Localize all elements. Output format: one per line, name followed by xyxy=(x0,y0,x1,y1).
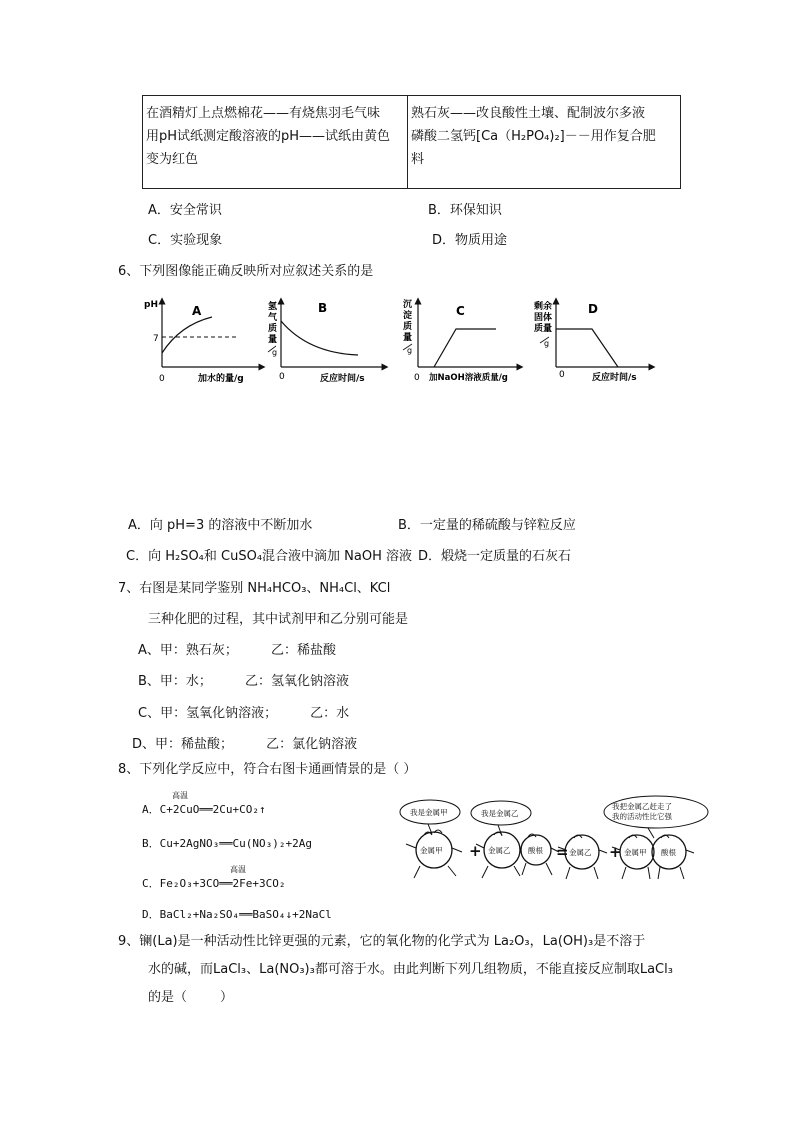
q6-option-c[interactable]: C．向 H₂SO₄和 CuSO₄混合液中滴加 NaOH 溶液 xyxy=(126,549,413,564)
graph-c-ylabel-1: 沉 xyxy=(403,300,413,310)
cartoon-bubble-3-line1: 我把金属乙赶走了 xyxy=(612,802,672,811)
table-left-line-1: 在酒精灯上点燃棉花——有烧焦羽毛气味 xyxy=(146,106,381,121)
graph-c-ylabel-3: 质 xyxy=(403,322,413,332)
graph-c-ylabel-2: 淀 xyxy=(403,311,413,321)
table-right-line-1: 熟石灰——改良酸性土壤、配制波尔多液 xyxy=(411,106,646,121)
graph-b-unit: g xyxy=(272,348,278,357)
q8-option-c[interactable]: C．Fe₂O₃+3CO══2Fe+3CO₂ xyxy=(142,877,286,890)
q8-option-c-condition: 高温 xyxy=(230,865,246,874)
graph-d-ylabel-1: 剩余 xyxy=(534,302,553,312)
graph-b-ylabel-1: 氢 xyxy=(268,302,278,312)
table-right-line-3: 料 xyxy=(411,152,425,167)
q8-option-a-condition: 高温 xyxy=(172,791,188,800)
graph-a xyxy=(144,300,262,384)
table-right-line-2: 磷酸二氢钙[Ca（H₂PO₄)₂]－－用作复合肥 xyxy=(411,129,656,144)
cartoon-figure-acid-1: 酸根 xyxy=(528,846,543,855)
cartoon-figure-acid-2: 酸根 xyxy=(661,848,676,857)
graph-b-curve xyxy=(281,321,358,355)
graph-c-unit: g xyxy=(407,346,413,355)
q6-option-d[interactable]: D．煅烧一定质量的石灰石 xyxy=(418,549,572,564)
q8-cartoon xyxy=(398,790,723,885)
cartoon-figure-metal-b-2: 金属乙 xyxy=(569,848,592,857)
table-left-line-2: 用pH试纸测定酸溶液的pH——试纸由黄色 xyxy=(146,129,391,144)
table-left-line-3: 变为红色 xyxy=(146,152,199,167)
graph-c-curve xyxy=(434,329,496,367)
graph-a-origin: 0 xyxy=(159,374,165,384)
graph-b-xaxis: 反应时间/s xyxy=(320,374,365,384)
q5-option-c[interactable]: C．实验现象 xyxy=(148,233,223,248)
graph-d-unit: g xyxy=(544,339,550,348)
cartoon-bubble-1: 我是金属甲 xyxy=(410,808,448,817)
q8-option-b[interactable]: B．Cu+2AgNO₃══Cu(NO₃)₂+2Ag xyxy=(142,837,312,850)
graph-a-ytick: 7 xyxy=(153,334,159,344)
cartoon-bubble-2: 我是金属乙 xyxy=(481,809,519,818)
graph-c-ylabel-4: 量 xyxy=(403,333,413,343)
graph-c-origin: 0 xyxy=(414,373,420,383)
table-cell-right xyxy=(408,96,681,189)
graph-a-xaxis: 加水的量/g xyxy=(198,374,244,384)
graph-a-yaxis: pH xyxy=(144,300,158,310)
graph-c-xaxis: 加NaOH溶液质量/g xyxy=(429,373,508,383)
graph-d-curve xyxy=(556,329,618,367)
q5-option-d[interactable]: D．物质用途 xyxy=(432,233,508,248)
table-cell-left xyxy=(143,96,408,189)
cartoon-plus-2: + xyxy=(609,843,622,861)
q8-option-d[interactable]: D．BaCl₂+Na₂SO₄══BaSO₄↓+2NaCl xyxy=(142,908,332,921)
cartoon-figure-metal-b: 金属乙 xyxy=(488,846,511,855)
q6-stem: 6、下列图像能正确反映所对应叙述关系的是 xyxy=(118,264,374,279)
graph-a-letter: A xyxy=(192,304,202,318)
graph-b-origin: 0 xyxy=(279,372,285,382)
graph-b-ylabel-3: 质 xyxy=(268,324,278,334)
q8-stem: 8、下列化学反应中，符合右图卡通画情景的是（ ） xyxy=(118,762,417,777)
knowledge-table xyxy=(142,95,681,189)
graph-d-origin: 0 xyxy=(559,370,565,380)
q7-option-b[interactable]: B、甲：水； 乙：氢氧化钠溶液 xyxy=(138,674,349,689)
cartoon-bubble-3-line2: 我的活动性比它强 xyxy=(612,812,672,821)
q8-option-a[interactable]: A．C+2CuO══2Cu+CO₂↑ xyxy=(142,803,266,816)
cartoon-equals: = xyxy=(556,843,569,861)
graph-d-letter: D xyxy=(588,302,598,316)
q6-option-b[interactable]: B．一定量的稀硫酸与锌粒反应 xyxy=(398,518,576,533)
q5-option-a[interactable]: A．安全常识 xyxy=(148,203,222,218)
graph-d-ylabel-3: 质量 xyxy=(534,324,553,334)
q9-line1: 9、镧(La)是一种活动性比锌更强的元素，它的氧化物的化学式为 La₂O₃，La(OH)₃是不溶于 xyxy=(118,934,646,949)
q7-option-d[interactable]: D、甲：稀盐酸； 乙：氯化钠溶液 xyxy=(132,737,358,752)
graph-b-ylabel-2: 气 xyxy=(268,313,278,323)
q6-graphs xyxy=(140,295,670,390)
graph-c xyxy=(403,298,520,383)
graph-d-ylabel-2: 固体 xyxy=(534,313,553,323)
graph-b-ylabel-4: 量 xyxy=(268,335,278,345)
graph-b xyxy=(268,300,385,384)
graph-d xyxy=(534,300,652,383)
q5-option-b[interactable]: B．环保知识 xyxy=(428,203,502,218)
q7-stem-line2: 三种化肥的过程，其中试剂甲和乙分别可能是 xyxy=(148,612,409,627)
cartoon-figure-metal-a-2: 金属甲 xyxy=(624,848,647,857)
cartoon-figure-metal-a: 金属甲 xyxy=(420,846,443,855)
q7-option-a[interactable]: A、甲：熟石灰； 乙：稀盐酸 xyxy=(138,643,336,658)
graph-d-xaxis: 反应时间/s xyxy=(592,373,637,383)
q7-stem-line1: 7、右图是某同学鉴别 NH₄HCO₃、NH₄Cl、KCl xyxy=(118,581,391,596)
q6-option-a[interactable]: A．向 pH=3 的溶液中不断加水 xyxy=(128,518,313,533)
graph-a-curve xyxy=(162,317,212,353)
cartoon-plus-1: + xyxy=(469,842,482,860)
graph-b-letter: B xyxy=(318,301,328,315)
q9-line2: 水的碱，而LaCl₃、La(NO₃)₃都可溶于水。由此判断下列几组物质，不能直接反应制取LaCl₃ xyxy=(148,962,673,977)
graph-c-letter: C xyxy=(456,304,465,318)
q7-option-c[interactable]: C、甲：氢氧化钠溶液； 乙：水 xyxy=(138,706,350,721)
q9-line3: 的是（ ） xyxy=(148,990,234,1005)
